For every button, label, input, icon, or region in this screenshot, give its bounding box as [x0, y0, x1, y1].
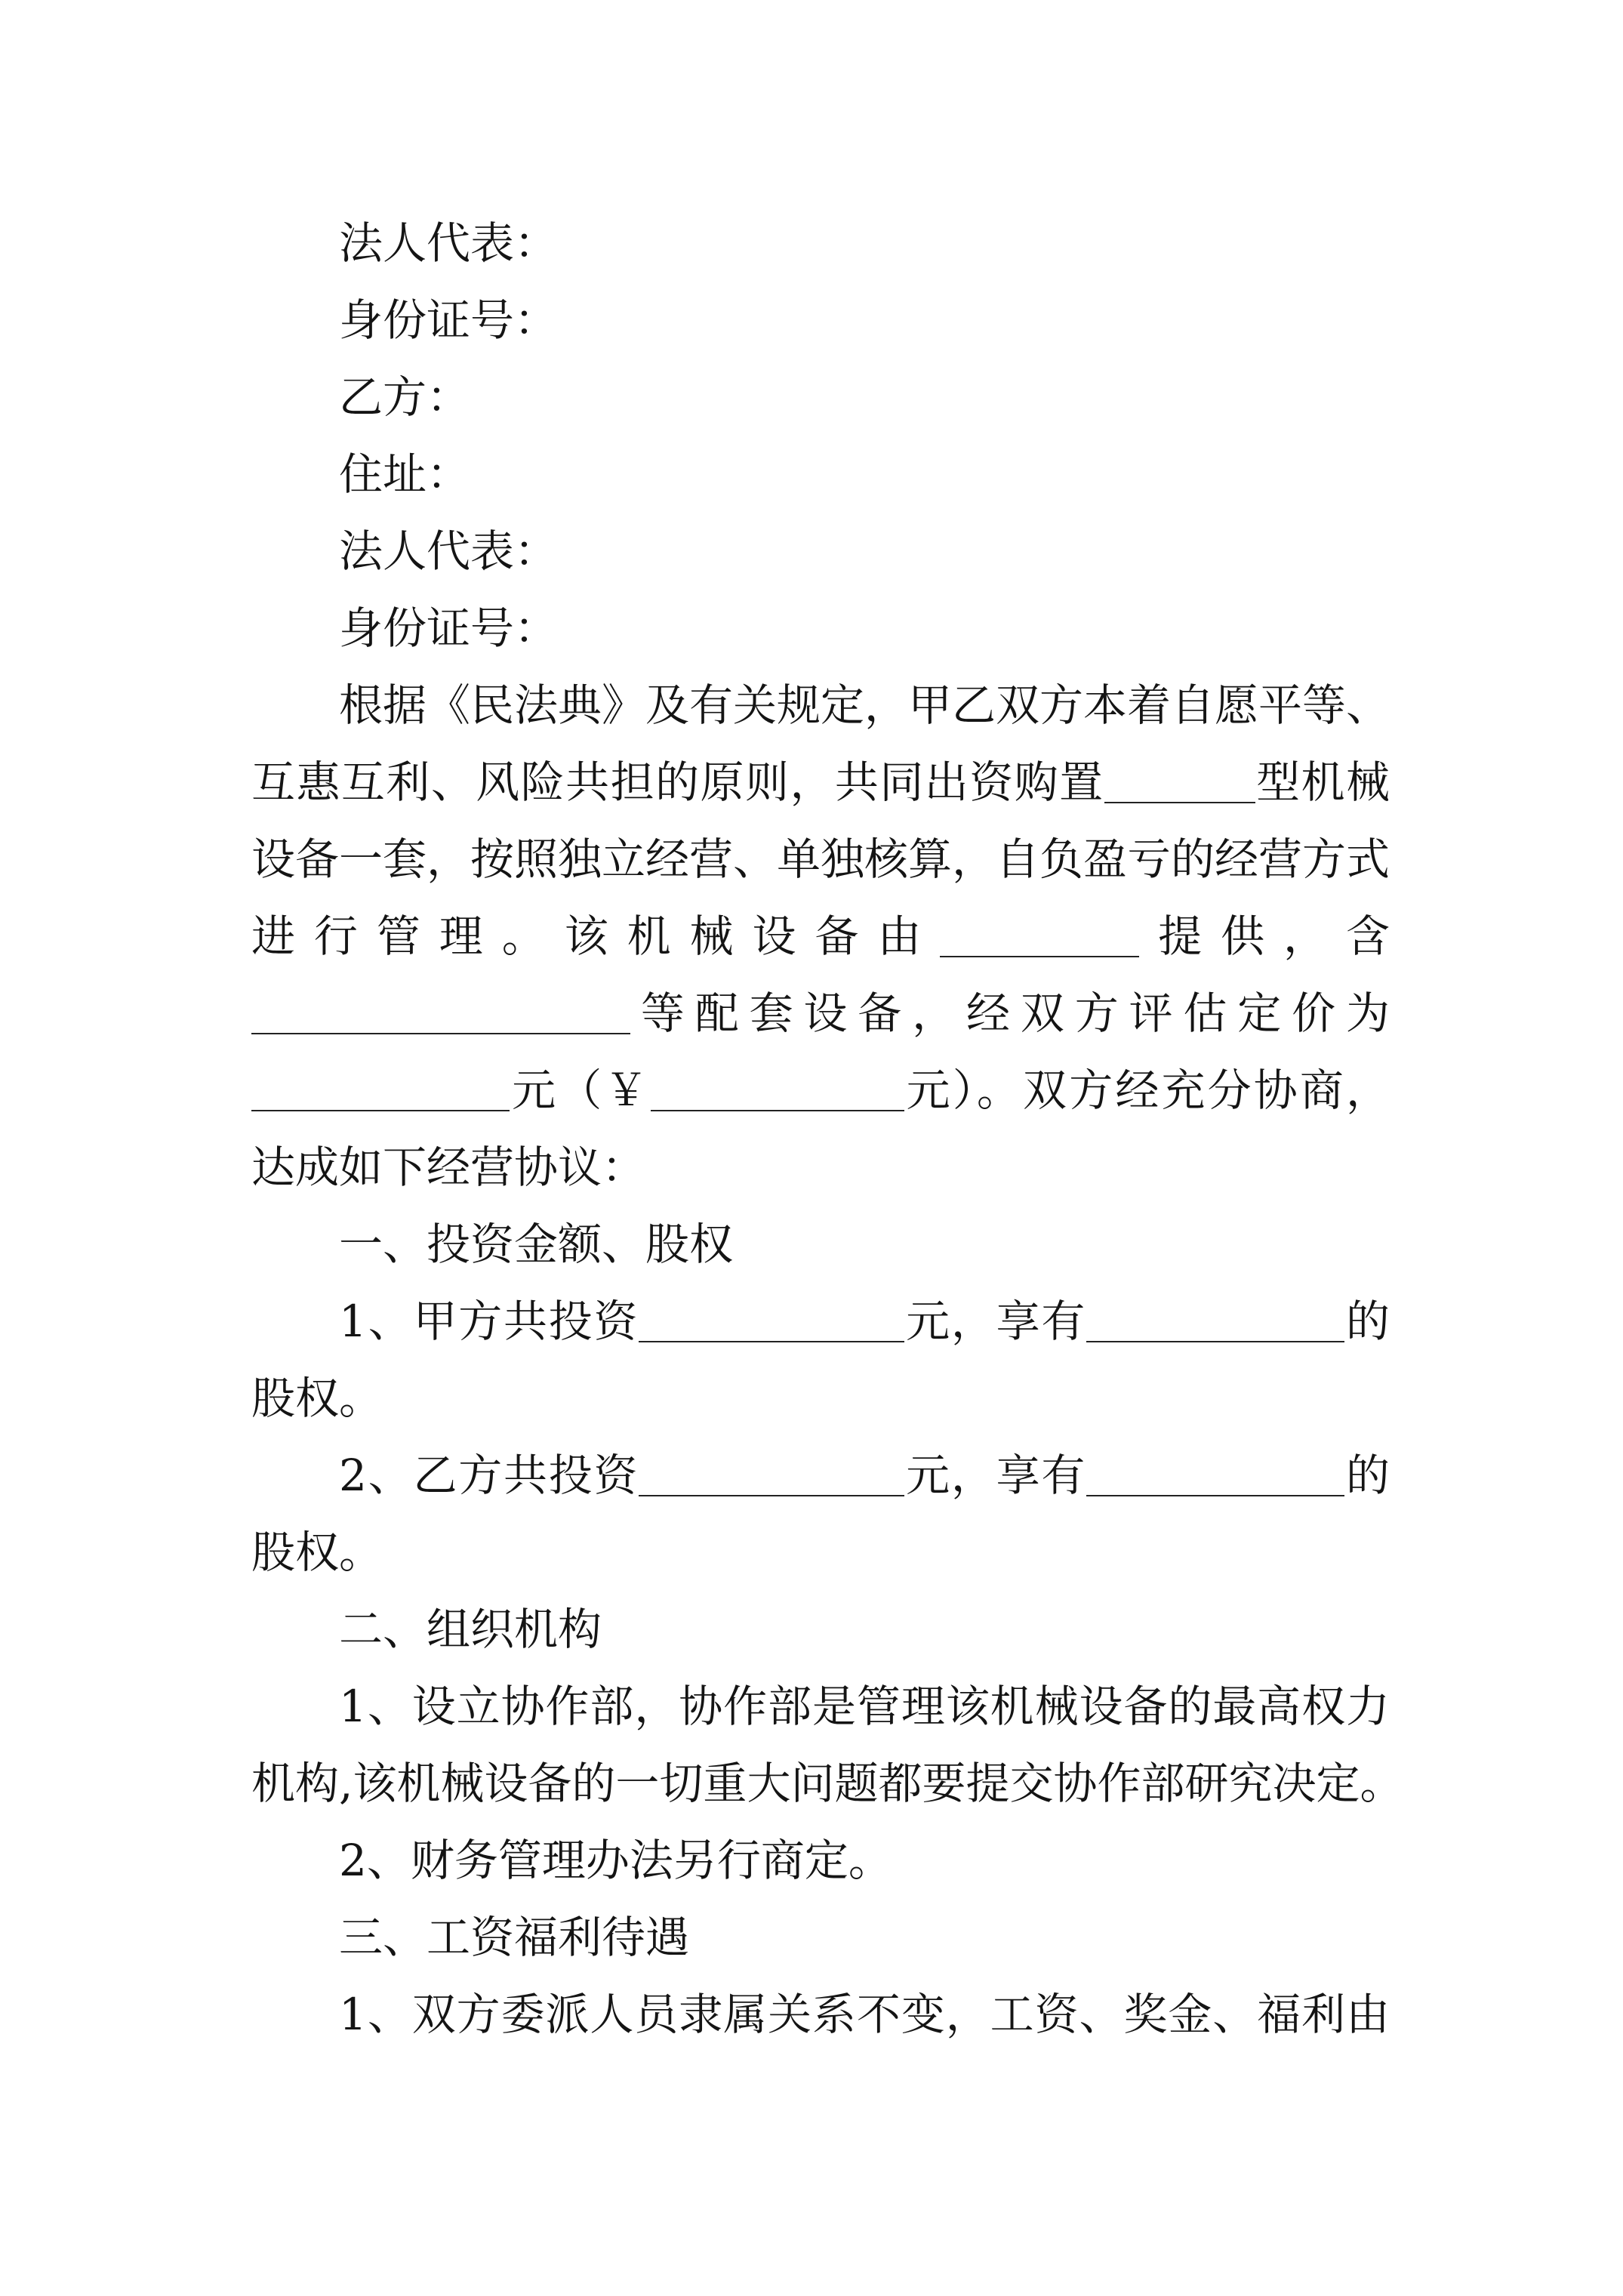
party-b-address-label: 住址：: [339, 448, 471, 500]
equipment-model-blank: [1104, 802, 1255, 803]
party-b-investment-mid: 元，享有: [904, 1450, 1087, 1501]
party-a-investment-mid: 元，享有: [904, 1296, 1087, 1347]
party-b-investment-prefix: 2、乙方共投资: [339, 1450, 639, 1501]
preamble-line-2-tail: 型机械: [1255, 757, 1390, 808]
party-a-investment-prefix: 1、甲方共投资: [339, 1296, 639, 1347]
party-a-id-number-label: 身份证号：: [339, 294, 559, 346]
section-1-heading: 一、投资金额、股权: [339, 1219, 734, 1270]
preamble-line-4-text: 进行管理。该机械设备由: [251, 911, 941, 962]
preamble-line-6-tail: 元）。双方经充分协商，: [904, 1065, 1390, 1116]
preamble-line-1: 根据《民法典》及有关规定，甲乙双方本着自愿平等、: [339, 680, 1390, 731]
party-a-equity-share-blank: [1086, 1341, 1344, 1342]
preamble-line-3: 设备一套，按照独立经营、单独核算，自负盈亏的经营方式: [251, 834, 1390, 885]
preamble-line-4-tail: 提供，含: [1139, 911, 1390, 962]
party-b-investment-suffix: 的: [1344, 1450, 1390, 1501]
preamble-line-2-text: 互惠互利、风险共担的原则，共同出资购置: [251, 757, 1104, 808]
section-2-item-1-line-1: 1、设立协作部，协作部是管理该机械设备的最高权力: [339, 1681, 1390, 1732]
party-a-investment-line: [251, 1283, 1390, 1360]
preamble-line-4: [251, 898, 1390, 975]
preamble-line-7: 达成如下经营协议：: [251, 1142, 646, 1193]
party-a-legal-rep-label: 法人代表：: [339, 217, 559, 269]
party-b-investment-amount-blank: [639, 1495, 904, 1496]
party-b-equity-share-blank: [1086, 1495, 1344, 1496]
party-b-label: 乙方：: [339, 371, 471, 423]
equipment-provider-blank: [940, 956, 1139, 957]
section-2-item-1-line-2: 机构,该机械设备的一切重大问题都要提交协作部研究决定。: [251, 1758, 1404, 1809]
party-b-investment-line: [251, 1437, 1390, 1514]
section-2-item-2: 2、财务管理办法另行商定。: [339, 1835, 892, 1886]
valuation-amount-words-blank: [251, 1110, 510, 1111]
preamble-line-5: [251, 975, 1390, 1052]
party-a-investment-suffix: 的: [1344, 1296, 1390, 1347]
preamble-line-5-tail: 等配套设备，经双方评估定价为: [630, 988, 1390, 1039]
section-3-item-1-line-1: 1、双方委派人员隶属关系不变，工资、奖金、福利由: [339, 1989, 1390, 2040]
section-3-heading: 三、工资福利待遇: [339, 1912, 690, 1963]
party-b-legal-rep-label: 法人代表：: [339, 525, 559, 577]
party-a-investment-amount-blank: [639, 1341, 904, 1342]
accessory-equipment-blank: [251, 1033, 630, 1034]
valuation-amount-figures-blank: [651, 1110, 904, 1111]
contract-body: [251, 205, 1404, 2053]
party-b-id-number-label: 身份证号：: [339, 603, 559, 654]
preamble-line-6-mid: 元（￥: [510, 1065, 651, 1116]
section-2-heading: 二、组织机构: [339, 1604, 602, 1655]
party-b-investment-continuation: 股权。: [251, 1527, 383, 1578]
party-a-investment-continuation: 股权。: [251, 1373, 383, 1424]
preamble-line-6: [251, 1052, 1390, 1129]
preamble-line-2: [251, 744, 1390, 821]
